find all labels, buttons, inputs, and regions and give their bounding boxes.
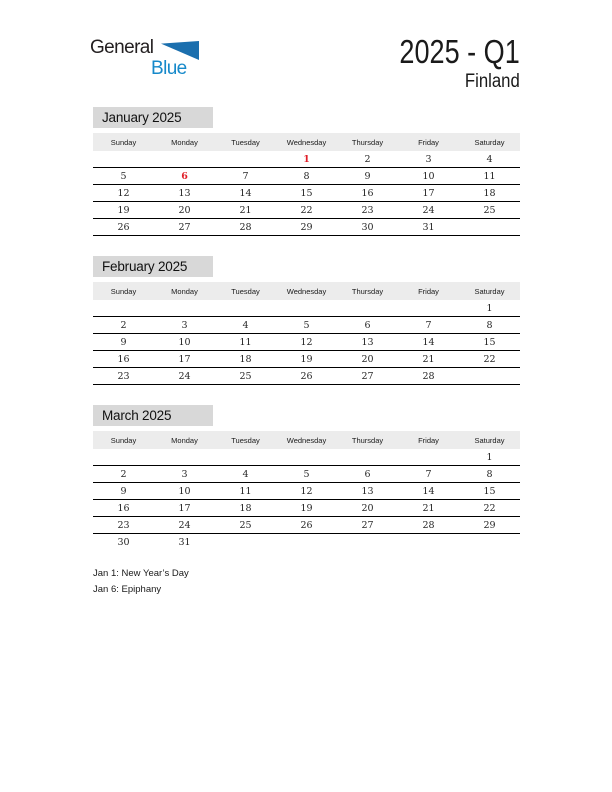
weekday-header-cell: Sunday xyxy=(93,431,154,449)
day-cell: 23 xyxy=(117,370,130,382)
weekday-header-cell: Thursday xyxy=(337,431,398,449)
logo-text-general: General xyxy=(90,37,154,58)
day-cell xyxy=(276,449,337,466)
day-cell: 31 xyxy=(422,221,435,233)
weekday-header-cell: Wednesday xyxy=(276,282,337,300)
day-cell: 26 xyxy=(117,221,130,233)
day-cell: 23 xyxy=(117,519,130,531)
day-cell: 28 xyxy=(422,519,435,531)
day-cell: 24 xyxy=(178,519,191,531)
day-cell xyxy=(215,300,276,317)
week-row xyxy=(93,534,520,551)
day-cell: 4 xyxy=(242,468,249,480)
day-cell xyxy=(93,151,154,168)
day-cell xyxy=(154,300,215,317)
day-cell: 24 xyxy=(422,204,435,216)
week-row xyxy=(93,219,520,236)
day-cell: 13 xyxy=(361,485,374,497)
weekday-header-row xyxy=(93,282,520,300)
day-cell: 7 xyxy=(425,468,432,480)
weekday-header-cell: Thursday xyxy=(337,133,398,151)
day-cell: 11 xyxy=(483,170,496,182)
weekday-header-cell: Thursday xyxy=(337,282,398,300)
day-cell: 2 xyxy=(120,468,127,480)
day-cell: 8 xyxy=(486,319,493,331)
day-cell: 3 xyxy=(425,153,432,165)
holiday-note: Jan 1: New Year’s Day xyxy=(93,568,189,579)
day-cell: 5 xyxy=(303,468,310,480)
day-cell: 13 xyxy=(361,336,374,348)
day-cell xyxy=(337,449,398,466)
day-cell: 12 xyxy=(300,336,313,348)
week-row xyxy=(93,500,520,517)
day-cell: 7 xyxy=(242,170,249,182)
day-cell: 2 xyxy=(120,319,127,331)
month-calendar-table xyxy=(93,431,520,550)
weekday-header-row xyxy=(93,431,520,449)
weekday-header-cell: Tuesday xyxy=(215,431,276,449)
day-cell: 23 xyxy=(361,204,374,216)
day-cell: 10 xyxy=(422,170,435,182)
weekday-header-cell: Friday xyxy=(398,282,459,300)
weekday-header-cell: Tuesday xyxy=(215,133,276,151)
week-row xyxy=(93,517,520,534)
day-cell: 5 xyxy=(303,319,310,331)
day-cell: 16 xyxy=(361,187,374,199)
week-row xyxy=(93,151,520,168)
day-cell xyxy=(337,534,398,551)
day-cell: 29 xyxy=(300,221,313,233)
week-row xyxy=(93,449,520,466)
weekday-header-cell: Sunday xyxy=(93,282,154,300)
day-cell: 6 xyxy=(364,468,371,480)
day-cell: 31 xyxy=(178,536,191,548)
day-cell: 18 xyxy=(239,502,252,514)
month-section xyxy=(93,256,520,385)
day-cell: 8 xyxy=(486,468,493,480)
day-cell: 10 xyxy=(178,485,191,497)
day-cell: 4 xyxy=(486,153,493,165)
day-cell: 1 xyxy=(303,153,310,165)
day-cell: 10 xyxy=(178,336,191,348)
week-row xyxy=(93,202,520,219)
day-cell: 14 xyxy=(239,187,252,199)
day-cell: 20 xyxy=(178,204,191,216)
day-cell xyxy=(154,449,215,466)
day-cell xyxy=(337,300,398,317)
week-row xyxy=(93,185,520,202)
weekday-header-cell: Wednesday xyxy=(276,133,337,151)
day-cell: 11 xyxy=(239,485,252,497)
month-title: February 2025 xyxy=(93,256,213,277)
day-cell xyxy=(398,300,459,317)
day-cell: 12 xyxy=(300,485,313,497)
holiday-notes xyxy=(93,566,189,598)
day-cell: 22 xyxy=(300,204,313,216)
weekday-header-cell: Wednesday xyxy=(276,431,337,449)
day-cell: 19 xyxy=(300,353,313,365)
day-cell: 26 xyxy=(300,370,313,382)
day-cell: 17 xyxy=(178,353,191,365)
weekday-header-cell: Monday xyxy=(154,431,215,449)
week-row xyxy=(93,483,520,500)
week-row xyxy=(93,317,520,334)
day-cell: 21 xyxy=(422,353,435,365)
weekday-header-cell: Saturday xyxy=(459,431,520,449)
logo-text-blue: Blue xyxy=(151,58,187,79)
month-calendar-table xyxy=(93,282,520,385)
day-cell: 24 xyxy=(178,370,191,382)
day-cell: 5 xyxy=(120,170,127,182)
day-cell: 16 xyxy=(117,502,130,514)
day-cell xyxy=(459,219,520,236)
page-subtitle: Finland xyxy=(465,71,520,92)
month-section xyxy=(93,405,520,550)
day-cell: 1 xyxy=(486,302,493,314)
day-cell: 15 xyxy=(483,485,496,497)
day-cell: 14 xyxy=(422,336,435,348)
day-cell: 29 xyxy=(483,519,496,531)
day-cell: 25 xyxy=(483,204,496,216)
month-calendar-table xyxy=(93,133,520,236)
months-container xyxy=(93,107,520,570)
day-cell: 6 xyxy=(364,319,371,331)
day-cell xyxy=(154,151,215,168)
day-cell: 3 xyxy=(181,319,188,331)
day-cell xyxy=(93,449,154,466)
day-cell: 27 xyxy=(361,519,374,531)
day-cell: 27 xyxy=(178,221,191,233)
day-cell xyxy=(93,300,154,317)
day-cell: 25 xyxy=(239,370,252,382)
weekday-header-cell: Saturday xyxy=(459,282,520,300)
weekday-header-cell: Tuesday xyxy=(215,282,276,300)
page-title: 2025 - Q1 xyxy=(399,33,520,70)
day-cell: 18 xyxy=(483,187,496,199)
week-row xyxy=(93,334,520,351)
weekday-header-cell: Friday xyxy=(398,133,459,151)
day-cell xyxy=(215,449,276,466)
week-row xyxy=(93,368,520,385)
day-cell xyxy=(215,151,276,168)
day-cell: 4 xyxy=(242,319,249,331)
day-cell xyxy=(398,534,459,551)
day-cell: 25 xyxy=(239,519,252,531)
day-cell: 20 xyxy=(361,353,374,365)
day-cell: 9 xyxy=(120,485,127,497)
month-title: March 2025 xyxy=(93,405,213,426)
day-cell: 12 xyxy=(117,187,130,199)
day-cell: 27 xyxy=(361,370,374,382)
week-row xyxy=(93,466,520,483)
day-cell: 1 xyxy=(486,451,493,463)
day-cell: 19 xyxy=(117,204,130,216)
week-row xyxy=(93,168,520,185)
general-blue-logo xyxy=(90,37,210,85)
day-cell: 17 xyxy=(422,187,435,199)
weekday-header-cell: Saturday xyxy=(459,133,520,151)
day-cell: 15 xyxy=(300,187,313,199)
day-cell: 30 xyxy=(361,221,374,233)
day-cell: 7 xyxy=(425,319,432,331)
day-cell: 22 xyxy=(483,353,496,365)
holiday-note: Jan 6: Epiphany xyxy=(93,584,162,595)
day-cell xyxy=(459,368,520,385)
weekday-header-cell: Monday xyxy=(154,282,215,300)
day-cell: 6 xyxy=(181,170,188,182)
day-cell: 21 xyxy=(239,204,252,216)
day-cell: 2 xyxy=(364,153,371,165)
day-cell: 9 xyxy=(120,336,127,348)
day-cell: 8 xyxy=(303,170,310,182)
day-cell: 26 xyxy=(300,519,313,531)
day-cell xyxy=(276,534,337,551)
week-row xyxy=(93,300,520,317)
day-cell: 9 xyxy=(364,170,371,182)
weekday-header-cell: Monday xyxy=(154,133,215,151)
day-cell: 30 xyxy=(117,536,130,548)
day-cell: 13 xyxy=(178,187,191,199)
day-cell: 17 xyxy=(178,502,191,514)
day-cell: 28 xyxy=(422,370,435,382)
day-cell xyxy=(398,449,459,466)
day-cell: 21 xyxy=(422,502,435,514)
day-cell: 11 xyxy=(239,336,252,348)
title-block xyxy=(373,34,520,92)
day-cell: 28 xyxy=(239,221,252,233)
day-cell: 16 xyxy=(117,353,130,365)
day-cell xyxy=(215,534,276,551)
day-cell xyxy=(459,534,520,551)
week-row xyxy=(93,351,520,368)
month-title: January 2025 xyxy=(93,107,213,128)
month-section xyxy=(93,107,520,236)
day-cell: 22 xyxy=(483,502,496,514)
day-cell: 15 xyxy=(483,336,496,348)
day-cell: 18 xyxy=(239,353,252,365)
day-cell xyxy=(276,300,337,317)
weekday-header-cell: Friday xyxy=(398,431,459,449)
weekday-header-row xyxy=(93,133,520,151)
day-cell: 14 xyxy=(422,485,435,497)
day-cell: 3 xyxy=(181,468,188,480)
day-cell: 20 xyxy=(361,502,374,514)
day-cell: 19 xyxy=(300,502,313,514)
weekday-header-cell: Sunday xyxy=(93,133,154,151)
